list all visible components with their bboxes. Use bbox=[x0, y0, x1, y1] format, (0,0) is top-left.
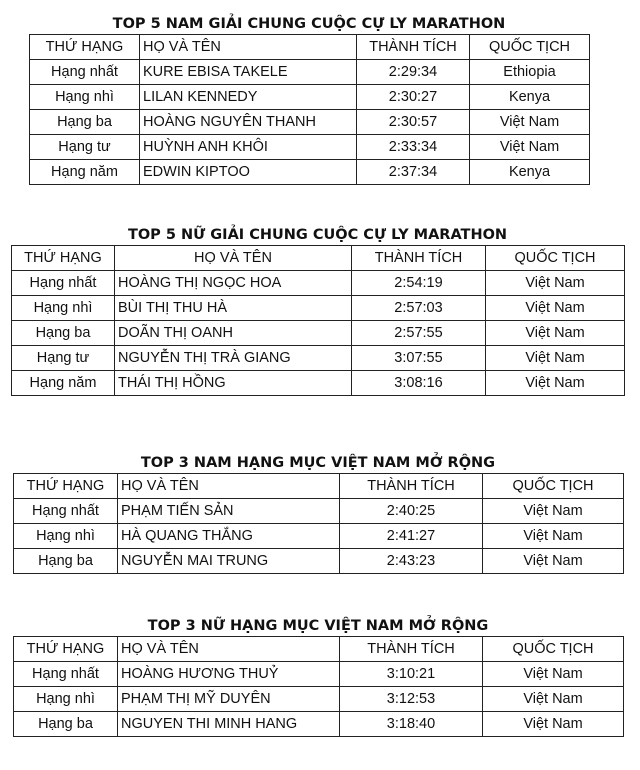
section-title: TOP 3 NỮ HẠNG MỤC VIỆT NAM MỞ RỘNG bbox=[147, 618, 489, 634]
table-row bbox=[12, 296, 625, 321]
table-row bbox=[30, 85, 590, 110]
name-cell: HOÀNG NGUYÊN THANH bbox=[140, 110, 357, 135]
nationality-cell: Việt Nam bbox=[486, 346, 625, 371]
time-cell: 3:10:21 bbox=[340, 662, 483, 687]
time-cell: 2:33:34 bbox=[357, 135, 470, 160]
results-section-women-vietnam-open bbox=[13, 616, 623, 737]
header-rank: THỨ HẠNG bbox=[12, 246, 115, 271]
time-cell: 2:43:23 bbox=[340, 549, 483, 574]
header-name: HỌ VÀ TÊN bbox=[140, 35, 357, 60]
table-row bbox=[14, 524, 624, 549]
results-section-men-vietnam-open bbox=[13, 453, 623, 574]
table-header-row bbox=[12, 246, 625, 271]
header-name: HỌ VÀ TÊN bbox=[118, 637, 340, 662]
header-rank: THỨ HẠNG bbox=[14, 474, 118, 499]
header-nationality: QUỐC TỊCH bbox=[483, 637, 624, 662]
time-cell: 2:30:27 bbox=[357, 85, 470, 110]
table-row bbox=[14, 687, 624, 712]
table-row bbox=[12, 321, 625, 346]
nationality-cell: Việt Nam bbox=[483, 687, 624, 712]
header-name: HỌ VÀ TÊN bbox=[118, 474, 340, 499]
time-cell: 2:29:34 bbox=[357, 60, 470, 85]
header-rank: THỨ HẠNG bbox=[14, 637, 118, 662]
name-cell: THÁI THỊ HỒNG bbox=[115, 371, 352, 396]
rank-cell: Hạng nhất bbox=[30, 60, 140, 85]
time-cell: 3:07:55 bbox=[352, 346, 486, 371]
rank-cell: Hạng ba bbox=[30, 110, 140, 135]
name-cell: PHẠM THỊ MỸ DUYÊN bbox=[118, 687, 340, 712]
nationality-cell: Việt Nam bbox=[483, 549, 624, 574]
rank-cell: Hạng năm bbox=[30, 160, 140, 185]
table-row bbox=[14, 662, 624, 687]
header-rank: THỨ HẠNG bbox=[30, 35, 140, 60]
rank-cell: Hạng ba bbox=[12, 321, 115, 346]
header-nationality: QUỐC TỊCH bbox=[486, 246, 625, 271]
name-cell: DOÃN THỊ OANH bbox=[115, 321, 352, 346]
rank-cell: Hạng ba bbox=[14, 712, 118, 737]
name-cell: HÀ QUANG THẮNG bbox=[118, 524, 340, 549]
name-cell: EDWIN KIPTOO bbox=[140, 160, 357, 185]
name-cell: LILAN KENNEDY bbox=[140, 85, 357, 110]
header-time: THÀNH TÍCH bbox=[340, 474, 483, 499]
table-row bbox=[12, 346, 625, 371]
name-cell: NGUYỄN MAI TRUNG bbox=[118, 549, 340, 574]
rank-cell: Hạng tư bbox=[12, 346, 115, 371]
rank-cell: Hạng nhì bbox=[30, 85, 140, 110]
header-time: THÀNH TÍCH bbox=[357, 35, 470, 60]
rank-cell: Hạng năm bbox=[12, 371, 115, 396]
table-header-row bbox=[30, 35, 590, 60]
results-table bbox=[13, 473, 624, 574]
table-row bbox=[30, 110, 590, 135]
nationality-cell: Việt Nam bbox=[470, 110, 590, 135]
nationality-cell: Kenya bbox=[470, 85, 590, 110]
table-header-row bbox=[14, 474, 624, 499]
rank-cell: Hạng nhì bbox=[14, 687, 118, 712]
nationality-cell: Việt Nam bbox=[486, 271, 625, 296]
name-cell: HOÀNG HƯƠNG THUỶ bbox=[118, 662, 340, 687]
header-nationality: QUỐC TỊCH bbox=[470, 35, 590, 60]
table-row bbox=[14, 712, 624, 737]
nationality-cell: Việt Nam bbox=[470, 135, 590, 160]
section-title: TOP 5 NỮ GIẢI CHUNG CUỘC CỰ LY MARATHON bbox=[127, 227, 508, 243]
time-cell: 2:40:25 bbox=[340, 499, 483, 524]
rank-cell: Hạng tư bbox=[30, 135, 140, 160]
header-time: THÀNH TÍCH bbox=[352, 246, 486, 271]
table-row bbox=[12, 371, 625, 396]
name-cell: NGUYỄN THỊ TRÀ GIANG bbox=[115, 346, 352, 371]
header-time: THÀNH TÍCH bbox=[340, 637, 483, 662]
time-cell: 2:41:27 bbox=[340, 524, 483, 549]
nationality-cell: Việt Nam bbox=[486, 321, 625, 346]
nationality-cell: Việt Nam bbox=[483, 524, 624, 549]
table-row bbox=[30, 60, 590, 85]
name-cell: PHẠM TIẾN SẢN bbox=[118, 499, 340, 524]
results-section-women-overall bbox=[11, 225, 624, 396]
time-cell: 2:54:19 bbox=[352, 271, 486, 296]
nationality-cell: Việt Nam bbox=[483, 712, 624, 737]
table-row bbox=[30, 135, 590, 160]
time-cell: 2:30:57 bbox=[357, 110, 470, 135]
table-row bbox=[30, 160, 590, 185]
nationality-cell: Ethiopia bbox=[470, 60, 590, 85]
rank-cell: Hạng ba bbox=[14, 549, 118, 574]
nationality-cell: Việt Nam bbox=[483, 499, 624, 524]
results-table bbox=[29, 34, 590, 185]
header-nationality: QUỐC TỊCH bbox=[483, 474, 624, 499]
nationality-cell: Việt Nam bbox=[483, 662, 624, 687]
nationality-cell: Việt Nam bbox=[486, 296, 625, 321]
header-name: HỌ VÀ TÊN bbox=[115, 246, 352, 271]
results-table bbox=[11, 245, 625, 396]
nationality-cell: Kenya bbox=[470, 160, 590, 185]
time-cell: 2:57:55 bbox=[352, 321, 486, 346]
rank-cell: Hạng nhất bbox=[14, 662, 118, 687]
time-cell: 2:57:03 bbox=[352, 296, 486, 321]
name-cell: NGUYEN THI MINH HANG bbox=[118, 712, 340, 737]
section-title: TOP 5 NAM GIẢI CHUNG CUỘC CỰ LY MARATHON bbox=[112, 16, 506, 32]
table-header-row bbox=[14, 637, 624, 662]
rank-cell: Hạng nhì bbox=[14, 524, 118, 549]
name-cell: KURE EBISA TAKELE bbox=[140, 60, 357, 85]
table-row bbox=[14, 549, 624, 574]
rank-cell: Hạng nhất bbox=[14, 499, 118, 524]
time-cell: 2:37:34 bbox=[357, 160, 470, 185]
time-cell: 3:08:16 bbox=[352, 371, 486, 396]
name-cell: HOÀNG THỊ NGỌC HOA bbox=[115, 271, 352, 296]
results-table bbox=[13, 636, 624, 737]
time-cell: 3:18:40 bbox=[340, 712, 483, 737]
nationality-cell: Việt Nam bbox=[486, 371, 625, 396]
rank-cell: Hạng nhất bbox=[12, 271, 115, 296]
rank-cell: Hạng nhì bbox=[12, 296, 115, 321]
results-section-men-overall bbox=[29, 14, 589, 185]
section-title: TOP 3 NAM HẠNG MỤC VIỆT NAM MỞ RỘNG bbox=[140, 455, 496, 471]
time-cell: 3:12:53 bbox=[340, 687, 483, 712]
name-cell: BÙI THỊ THU HÀ bbox=[115, 296, 352, 321]
name-cell: HUỲNH ANH KHÔI bbox=[140, 135, 357, 160]
table-row bbox=[12, 271, 625, 296]
table-row bbox=[14, 499, 624, 524]
